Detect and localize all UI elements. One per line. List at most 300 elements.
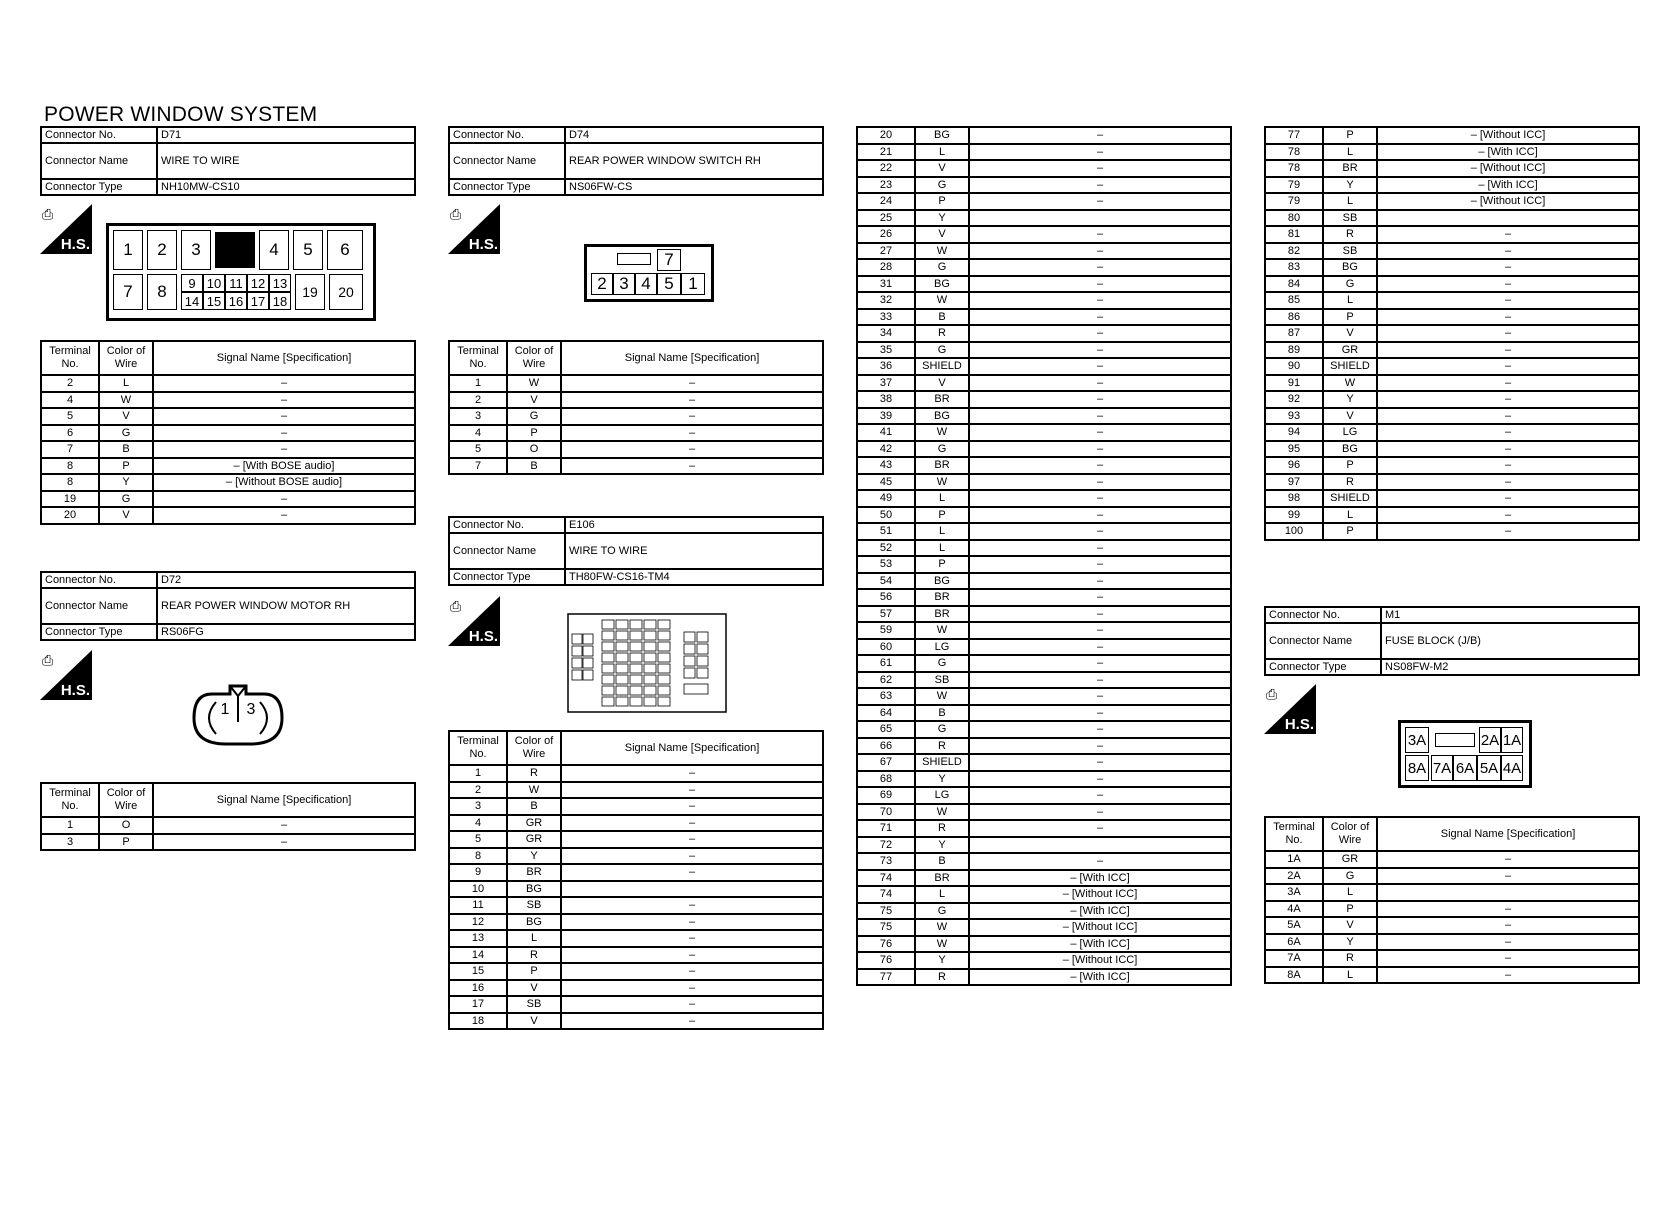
color-cell: W [915, 292, 969, 309]
cavity [616, 642, 628, 651]
color-cell: V [915, 226, 969, 243]
signal-cell: – [969, 144, 1231, 161]
pin: 18 [269, 292, 291, 310]
table-row [1265, 884, 1639, 901]
cavity [572, 670, 582, 680]
color-cell: Y [99, 474, 153, 491]
table-row [1265, 917, 1639, 934]
terminal-cell: 84 [1265, 276, 1323, 293]
cavity [644, 642, 656, 651]
signal-cell: – [969, 226, 1231, 243]
terminal-cell: 68 [857, 771, 915, 788]
signal-cell: – [561, 441, 823, 458]
signal-cell: – [153, 507, 415, 524]
signal-cell: – [969, 804, 1231, 821]
terminal-cell: 8 [449, 848, 507, 865]
d72-type: RS06FG [157, 624, 415, 640]
color-cell: V [1323, 917, 1377, 934]
pin: 4 [259, 230, 289, 270]
terminal-cell: 1 [449, 375, 507, 392]
pin: 7 [113, 274, 143, 310]
pin: 2 [591, 273, 613, 295]
hs-icon: ⎙ H.S. [42, 652, 90, 699]
d72-no: D72 [157, 572, 415, 588]
table-row [857, 936, 1231, 953]
terminal-cell: 1A [1265, 851, 1323, 868]
connector-d72-pin-table: Terminal No. Color of Wire Signal Name [Specification] 1 O – 3 P – [40, 782, 416, 851]
cavity [630, 620, 642, 629]
table-row [449, 425, 823, 442]
connector-m1-pin-table: Terminal No. Color of Wire Signal Name [Specification] 1A GR – 2A G – 3A L 4A P – 5A V – 6A Y – 7A R – 8A L – [1264, 816, 1640, 984]
color-cell: W [915, 919, 969, 936]
cavity [684, 656, 695, 666]
table-row [1265, 243, 1639, 260]
terminal-cell: 11 [449, 897, 507, 914]
cavity [658, 642, 670, 651]
signal-cell: – [1377, 490, 1639, 507]
table-row [449, 881, 823, 898]
table-row [41, 817, 415, 834]
cavity [616, 664, 628, 673]
connector-d72-info: Connector No. D72 Connector Name REAR POWER WINDOW MOTOR RH Connector Type RS06FG [40, 571, 416, 641]
table-row [857, 688, 1231, 705]
terminal-cell: 9 [449, 864, 507, 881]
m1-no: M1 [1381, 607, 1639, 623]
terminal-cell: 21 [857, 144, 915, 161]
terminal-cell: 64 [857, 705, 915, 722]
terminal-cell: 34 [857, 325, 915, 342]
color-cell: P [99, 834, 153, 851]
color-cell: BG [507, 914, 561, 931]
table-row [41, 491, 415, 508]
table-row [857, 177, 1231, 194]
table-row [41, 507, 415, 524]
signal-cell: – [1377, 358, 1639, 375]
connector-d71-info: Connector No. D71 Connector Name WIRE TO WIRE Connector Type NH10MW-CS10 [40, 126, 416, 196]
color-cell: P [1323, 457, 1377, 474]
cavity [658, 664, 670, 673]
color-cell: Y [1323, 177, 1377, 194]
table-row [857, 589, 1231, 606]
table-row [857, 705, 1231, 722]
terminal-cell: 13 [449, 930, 507, 947]
color-cell: W [507, 782, 561, 799]
terminal-cell: 63 [857, 688, 915, 705]
pin: 7 [657, 249, 681, 271]
hs-icon: ⎙ H.S. [42, 206, 90, 253]
signal-cell: – [Without ICC] [969, 952, 1231, 969]
color-cell: L [915, 144, 969, 161]
table-row [857, 408, 1231, 425]
table-row [857, 721, 1231, 738]
cavity [630, 697, 642, 706]
table-row [1265, 160, 1639, 177]
cavity [602, 686, 614, 695]
signal-cell: – [969, 573, 1231, 590]
color-cell: P [507, 963, 561, 980]
terminal-cell: 1 [41, 817, 99, 834]
terminal-cell: 3 [449, 408, 507, 425]
terminal-cell: 2 [41, 375, 99, 392]
terminal-cell: 73 [857, 853, 915, 870]
color-cell: G [99, 425, 153, 442]
signal-cell: – [1377, 226, 1639, 243]
terminal-cell: 18 [449, 1013, 507, 1030]
terminal-cell: 85 [1265, 292, 1323, 309]
terminal-cell: 56 [857, 589, 915, 606]
table-row [1265, 309, 1639, 326]
table-row [449, 408, 823, 425]
color-cell: G [915, 655, 969, 672]
cavity [630, 675, 642, 684]
table-row [449, 782, 823, 799]
color-cell: G [915, 177, 969, 194]
table-row [449, 897, 823, 914]
signal-cell: – [969, 292, 1231, 309]
terminal-cell: 10 [449, 881, 507, 898]
table-row [857, 771, 1231, 788]
signal-cell: – [1377, 901, 1639, 918]
terminal-cell: 42 [857, 441, 915, 458]
terminal-cell: 32 [857, 292, 915, 309]
signal-cell: – [1377, 408, 1639, 425]
signal-cell: – [969, 424, 1231, 441]
table-row [41, 425, 415, 442]
signal-cell: – [Without ICC] [1377, 160, 1639, 177]
terminal-cell: 79 [1265, 177, 1323, 194]
signal-cell: – [969, 672, 1231, 689]
d71-name: WIRE TO WIRE [157, 143, 415, 179]
table-row [857, 870, 1231, 887]
signal-cell: – [1377, 424, 1639, 441]
color-cell: P [1323, 309, 1377, 326]
terminal-cell: 72 [857, 837, 915, 854]
signal-cell: – [969, 309, 1231, 326]
color-cell: SHIELD [1323, 358, 1377, 375]
cavity [630, 642, 642, 651]
signal-cell: – [969, 193, 1231, 210]
table-row [1265, 210, 1639, 227]
table-row [449, 375, 823, 392]
pin: 4 [635, 273, 657, 295]
signal-cell: – [153, 425, 415, 442]
hs-icon: ⎙ H.S. [1266, 686, 1314, 733]
latch [1435, 733, 1475, 747]
terminal-cell: 36 [857, 358, 915, 375]
color-cell: L [1323, 507, 1377, 524]
signal-cell: – [1377, 292, 1639, 309]
signal-cell: – [561, 798, 823, 815]
signal-cell: – [Without ICC] [1377, 193, 1639, 210]
signal-cell: – [969, 259, 1231, 276]
signal-cell: – [969, 556, 1231, 573]
pin: 12 [247, 274, 269, 292]
signal-cell: – [969, 540, 1231, 557]
table-row [857, 507, 1231, 524]
connector-d71-pin-table: Terminal No. Color of Wire Signal Name [Specification] 2 L – 4 W – 5 V – 6 G – 7 B – 8 P – [With BOSE audio] 8 Y – [Without BOSE audio] 19 G – 20 V – [40, 340, 416, 525]
color-cell: Y [507, 848, 561, 865]
color-cell: Y [915, 837, 969, 854]
table-row [1265, 868, 1639, 885]
signal-cell: – [969, 127, 1231, 144]
color-cell: BR [915, 870, 969, 887]
signal-cell: – [561, 765, 823, 782]
signal-cell: – [969, 342, 1231, 359]
color-cell: P [1323, 127, 1377, 144]
terminal-cell: 25 [857, 210, 915, 227]
signal-cell: – [With ICC] [1377, 144, 1639, 161]
signal-cell: – [With BOSE audio] [153, 458, 415, 475]
terminal-cell: 2A [1265, 868, 1323, 885]
signal-cell: – [561, 1013, 823, 1030]
table-row [857, 474, 1231, 491]
signal-cell: – [969, 441, 1231, 458]
color-cell: BR [915, 589, 969, 606]
pin: 5 [657, 273, 681, 295]
connector-d71-face [106, 223, 376, 321]
cavity [583, 658, 593, 668]
terminal-cell: 79 [1265, 193, 1323, 210]
cavity [658, 631, 670, 640]
signal-cell: – [1377, 342, 1639, 359]
cavity [644, 686, 656, 695]
cavity [616, 620, 628, 629]
color-cell: P [507, 425, 561, 442]
color-cell: R [915, 969, 969, 986]
color-cell: L [1323, 144, 1377, 161]
terminal-cell: 37 [857, 375, 915, 392]
terminal-cell: 33 [857, 309, 915, 326]
terminal-cell: 27 [857, 243, 915, 260]
pin: 14 [181, 292, 203, 310]
terminal-cell: 12 [449, 914, 507, 931]
terminal-cell: 15 [449, 963, 507, 980]
table-row [857, 754, 1231, 771]
color-cell: L [1323, 967, 1377, 984]
terminal-cell: 45 [857, 474, 915, 491]
terminal-cell: 53 [857, 556, 915, 573]
d72-name: REAR POWER WINDOW MOTOR RH [157, 588, 415, 624]
pin: 3 [613, 273, 635, 295]
color-cell: L [1323, 193, 1377, 210]
table-row [857, 969, 1231, 986]
terminal-cell: 98 [1265, 490, 1323, 507]
d74-name: REAR POWER WINDOW SWITCH RH [565, 143, 823, 179]
connector-e106-pin-table: Terminal No. Color of Wire Signal Name [Specification] 1 R – 2 W – 3 B – 4 GR – 5 GR – 8 Y – 9 BR – 10 BG 11 SB – 12 BG – 13 L – 14 R – 15 P – 16 V – 17 SB – 18 V – [448, 730, 824, 1030]
color-cell: LG [915, 787, 969, 804]
cavity [697, 632, 708, 642]
color-cell: P [1323, 523, 1377, 540]
pin: 1 [681, 273, 705, 295]
color-cell: O [99, 817, 153, 834]
table-row [449, 980, 823, 997]
signal-cell: – [1377, 851, 1639, 868]
table-row [1265, 474, 1639, 491]
color-cell: LG [915, 639, 969, 656]
color-cell: Y [1323, 391, 1377, 408]
signal-cell: – [1377, 967, 1639, 984]
terminal-cell: 59 [857, 622, 915, 639]
terminal-cell: 28 [857, 259, 915, 276]
cavity [602, 653, 614, 662]
table-row [41, 392, 415, 409]
connector-m1-info: Connector No. M1 Connector Name FUSE BLOCK (J/B) Connector Type NS08FW-M2 [1264, 606, 1640, 676]
terminal-cell: 78 [1265, 144, 1323, 161]
signal-cell: – [969, 507, 1231, 524]
table-row [449, 996, 823, 1013]
signal-cell: – [1377, 259, 1639, 276]
signal-cell [561, 881, 823, 898]
signal-cell: – [1377, 391, 1639, 408]
table-row [449, 441, 823, 458]
terminal-cell: 70 [857, 804, 915, 821]
pin: 2 [147, 230, 177, 270]
table-row [1265, 226, 1639, 243]
terminal-cell: 87 [1265, 325, 1323, 342]
color-cell: BR [915, 457, 969, 474]
color-cell: R [1323, 950, 1377, 967]
terminal-cell: 52 [857, 540, 915, 557]
signal-cell: – [561, 864, 823, 881]
signal-cell: – [Without ICC] [969, 886, 1231, 903]
signal-cell: – [969, 705, 1231, 722]
key-block [215, 232, 255, 268]
terminal-cell: 6A [1265, 934, 1323, 951]
color-cell: SB [1323, 210, 1377, 227]
color-cell: Y [915, 210, 969, 227]
color-cell: W [915, 474, 969, 491]
table-row [1265, 490, 1639, 507]
pin: 13 [269, 274, 291, 292]
table-row [857, 639, 1231, 656]
color-cell: BG [915, 408, 969, 425]
color-cell: W [915, 804, 969, 821]
terminal-cell: 74 [857, 886, 915, 903]
signal-cell: – [969, 457, 1231, 474]
d71-type: NH10MW-CS10 [157, 179, 415, 195]
table-row [857, 523, 1231, 540]
pin: 9 [181, 274, 203, 292]
table-row [449, 798, 823, 815]
signal-cell: – [1377, 934, 1639, 951]
signal-cell: – [1377, 276, 1639, 293]
table-row [857, 853, 1231, 870]
table-row [857, 738, 1231, 755]
table-row [857, 424, 1231, 441]
terminal-cell: 8 [41, 474, 99, 491]
color-cell: B [507, 798, 561, 815]
cavity [630, 631, 642, 640]
terminal-cell: 3 [449, 798, 507, 815]
cavity [658, 697, 670, 706]
d72-shape-svg [190, 680, 286, 750]
table-row [449, 815, 823, 832]
cavity [602, 631, 614, 640]
signal-cell: – [153, 834, 415, 851]
color-cell: Y [915, 952, 969, 969]
table-row [857, 309, 1231, 326]
color-cell: G [915, 342, 969, 359]
color-cell: L [1323, 292, 1377, 309]
signal-cell: – [969, 160, 1231, 177]
color-cell: B [507, 458, 561, 475]
terminal-cell: 67 [857, 754, 915, 771]
table-row [857, 886, 1231, 903]
terminal-cell: 5 [41, 408, 99, 425]
table-row [857, 457, 1231, 474]
table-row [1265, 177, 1639, 194]
cavity [583, 634, 593, 644]
table-row [1265, 391, 1639, 408]
terminal-cell: 3A [1265, 884, 1323, 901]
table-row [857, 804, 1231, 821]
signal-cell: – [1377, 917, 1639, 934]
terminal-cell: 7A [1265, 950, 1323, 967]
cavity [630, 686, 642, 695]
connector-e106-info: Connector No. E106 Connector Name WIRE TO WIRE Connector Type TH80FW-CS16-TM4 [448, 516, 824, 586]
color-cell: V [507, 980, 561, 997]
table-row [857, 573, 1231, 590]
color-cell: GR [1323, 342, 1377, 359]
table-row [857, 292, 1231, 309]
signal-cell: – [561, 897, 823, 914]
table-row [449, 947, 823, 964]
table-row [857, 127, 1231, 144]
signal-cell: – [561, 425, 823, 442]
terminal-cell: 38 [857, 391, 915, 408]
color-cell: O [507, 441, 561, 458]
table-row [857, 160, 1231, 177]
color-cell: BG [915, 276, 969, 293]
table-row [1265, 950, 1639, 967]
terminal-cell: 6 [41, 425, 99, 442]
color-cell: V [1323, 325, 1377, 342]
pin: 4A [1501, 755, 1523, 781]
color-cell: G [915, 721, 969, 738]
table-row [1265, 193, 1639, 210]
pin: 2A [1479, 727, 1501, 753]
terminal-cell: 100 [1265, 523, 1323, 540]
terminal-cell: 35 [857, 342, 915, 359]
terminal-cell: 41 [857, 424, 915, 441]
table-row [857, 210, 1231, 227]
terminal-cell: 61 [857, 655, 915, 672]
terminal-cell: 76 [857, 952, 915, 969]
terminal-cell: 50 [857, 507, 915, 524]
terminal-cell: 77 [1265, 127, 1323, 144]
table-row [857, 243, 1231, 260]
cavity [602, 664, 614, 673]
terminal-cell: 2 [449, 392, 507, 409]
m1-name: FUSE BLOCK (J/B) [1381, 623, 1639, 659]
color-cell: G [1323, 868, 1377, 885]
terminal-cell: 95 [1265, 441, 1323, 458]
signal-cell: – [969, 375, 1231, 392]
cavity [658, 620, 670, 629]
signal-cell: – [Without BOSE audio] [153, 474, 415, 491]
signal-cell: – [153, 408, 415, 425]
signal-cell: – [With ICC] [969, 969, 1231, 986]
color-cell: B [915, 705, 969, 722]
color-cell: R [1323, 226, 1377, 243]
table-row [857, 903, 1231, 920]
color-cell: B [915, 853, 969, 870]
table-row [1265, 276, 1639, 293]
table-row [857, 259, 1231, 276]
color-cell: G [915, 903, 969, 920]
signal-cell: – [969, 622, 1231, 639]
signal-cell: – [561, 980, 823, 997]
